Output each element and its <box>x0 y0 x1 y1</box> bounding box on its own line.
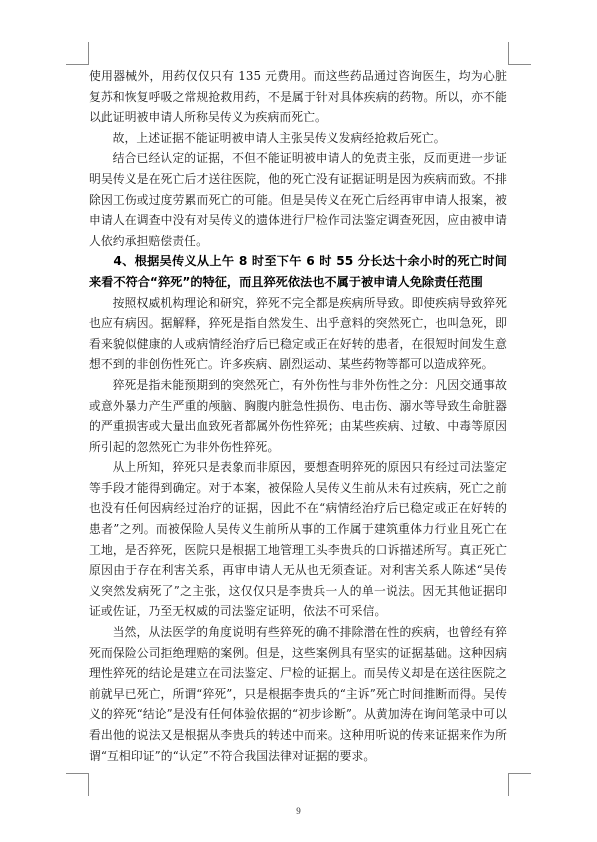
paragraph-7: 从上所知，猝死只是表象而非原因，要想查明猝死的原因只有经过司法鉴定等手段才能得到确定。对于本案，被保险人吴传义生前从未有过疾病，死亡之前也没有任何因病经过治疗的证据，因此不在“病情经治疗后已稳定或正在好转的患者”之列。而被保险人吴传义生前所从事的工作属于建筑重体力行业且死亡在工地，是否猝死，医院只是根据工地管理工头李贵兵的口诉描述所写。真正死亡原因由于存在利害关系，再审申请人无从也无须查证。对利害关系人陈述“吴传义突然发病死了”之主张，这仅仅只是李贵兵一人的单一说法。因无其他证据印证或佐证，乃至无权威的司法鉴定证明，依法不可采信。 <box>89 460 507 619</box>
page-number: 9 <box>296 806 301 816</box>
document-body <box>89 66 507 766</box>
paragraph-6: 猝死是指未能预期到的突然死亡，有外伤性与非外伤性之分：凡因交通事故或意外暴力产生严重的颅脑、胸腹内脏急性损伤、电击伤、溺水等导致生命脏器的严重损害或大量出血致死者都属外伤性猝死；由某些疾病、过敏、中毒等原因所引起的忽然死亡为非外伤性猝死。 <box>89 377 507 454</box>
paragraph-3: 结合已经认定的证据，不但不能证明被申请人的免责主张，反而更进一步证明吴传义是在死亡后才送往医院，他的死亡没有证据证明是因为疾病而致。不排除因工伤或过度劳累而死亡的可能。但是吴传义在死亡后经再审申请人报案，被申请人在调查中没有对吴传义的遗体进行尸检作司法鉴定调查死因，应由被申请人依约承担赔偿责任。 <box>89 151 507 248</box>
paragraph-5: 按照权威机构理论和研究，猝死不完全都是疾病所导致。即使疾病导致猝死也应有病因。据解释，猝死是指自然发生、出乎意料的突然死亡，也叫急死，即看来貌似健康的人或病情经治疗后已稳定或正在好转的患者，在很短时间发生意想不到的非创伤性死亡。许多疾病、剧烈运动、某些药物等都可以造成猝死。 <box>89 295 507 372</box>
paragraph-1: 使用器械外，用药仅仅只有 135 元费用。而这些药品通过咨询医生，均为心脏复苏和恢复呼吸之常规抢救用药，不是属于针对具体疾病的药物。所以，亦不能以此证明被申请人所称吴传义为疾病而死亡。 <box>89 69 507 125</box>
crop-mark-top-left <box>66 42 89 65</box>
section-heading-4: 4、根据吴传义从上午 8 时至下午 6 时 55 分长达十余小时的死亡时间来看不符合“猝死”的特征，而且猝死依法也不属于被申请人免除责任范围 <box>89 254 507 289</box>
crop-mark-bottom-right <box>508 773 531 796</box>
paragraph-8: 当然，从法医学的角度说明有些猝死的确不排除潜在性的疾病，也曾经有猝死而保险公司拒绝理赔的案例。但是，这些案例具有坚实的证据基础。这种因病理性猝死的结论是建立在司法鉴定、尸检的证据上。而吴传义却是在送往医院之前就早已死亡，所谓“猝死”，只是根据李贵兵的“主诉”死亡时间推断而得。吴传义的猝死“结论”是没有任何体验依据的“初步诊断”。从黄加涛在询问笔录中可以看出他的说法又是根据从李贵兵的转述中而来。这种用听说的传来证据来作为所谓“互相印证”的“认定”不符合我国法律对证据的要求。 <box>89 625 507 763</box>
crop-mark-bottom-left <box>66 773 89 796</box>
crop-mark-top-right <box>508 42 531 65</box>
paragraph-2: 故，上述证据不能证明被申请人主张吴传义发病经抢救后死亡。 <box>112 130 446 145</box>
